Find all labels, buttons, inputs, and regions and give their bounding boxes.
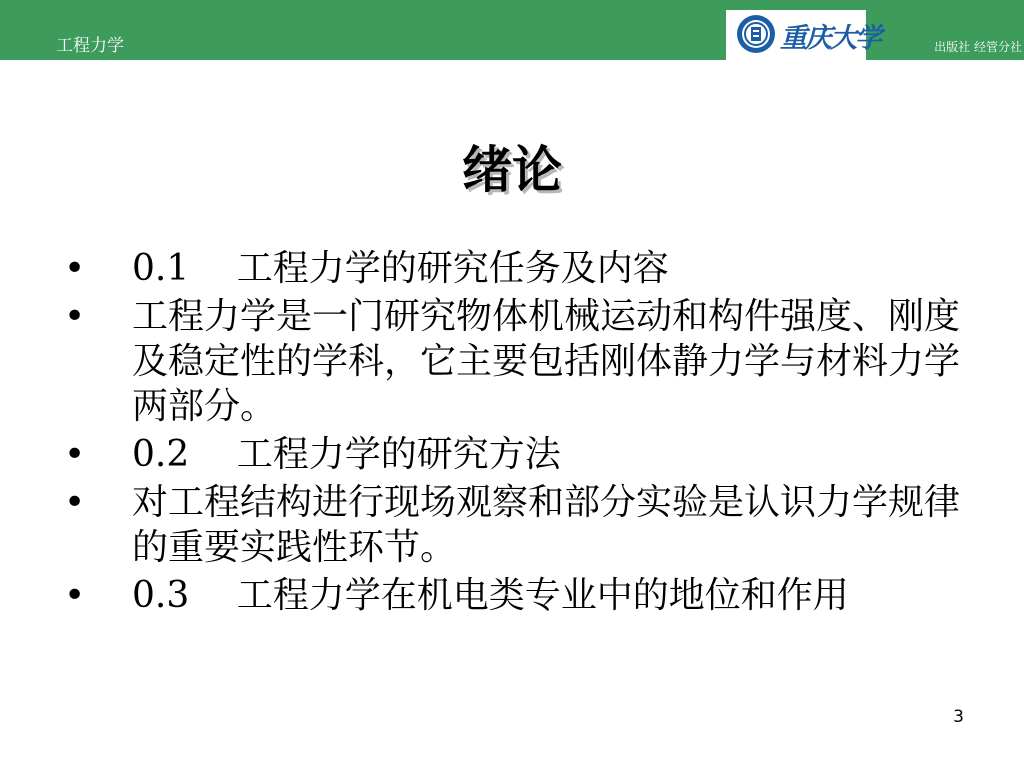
course-title: 工程力学 bbox=[56, 36, 124, 56]
bullet-marker: • bbox=[64, 482, 86, 523]
university-seal-icon bbox=[736, 14, 776, 54]
bullet-marker: • bbox=[64, 296, 86, 337]
university-logo bbox=[726, 10, 880, 60]
bullet-item bbox=[60, 480, 960, 570]
bullet-list bbox=[60, 246, 960, 621]
bullet-marker: • bbox=[64, 575, 86, 616]
bullet-item bbox=[60, 432, 960, 477]
publisher-label: 出版社 经管分社 bbox=[934, 40, 1022, 54]
bullet-item bbox=[60, 294, 960, 429]
bullet-text: 0.1 工程力学的研究任务及内容 bbox=[132, 248, 669, 289]
slide-title: 绪论 bbox=[462, 141, 562, 199]
bullet-text: 工程力学是一门研究物体机械运动和构件强度、刚度及稳定性的学科，它主要包括刚体静力学与材料力学两部分。 bbox=[132, 296, 961, 427]
page-number: 3 bbox=[953, 707, 964, 727]
bullet-text: 对工程结构进行现场观察和部分实验是认识力学规律的重要实践性环节。 bbox=[132, 482, 961, 568]
bullet-item bbox=[60, 573, 960, 618]
bullet-marker: • bbox=[64, 434, 86, 475]
slide-header-bar bbox=[0, 0, 1024, 60]
bullet-text: 0.3 工程力学在机电类专业中的地位和作用 bbox=[132, 575, 849, 616]
bullet-item bbox=[60, 246, 960, 291]
university-logo-text: 重庆大学 bbox=[780, 23, 880, 54]
bullet-marker: • bbox=[64, 248, 86, 289]
bullet-text: 0.2 工程力学的研究方法 bbox=[132, 434, 561, 475]
